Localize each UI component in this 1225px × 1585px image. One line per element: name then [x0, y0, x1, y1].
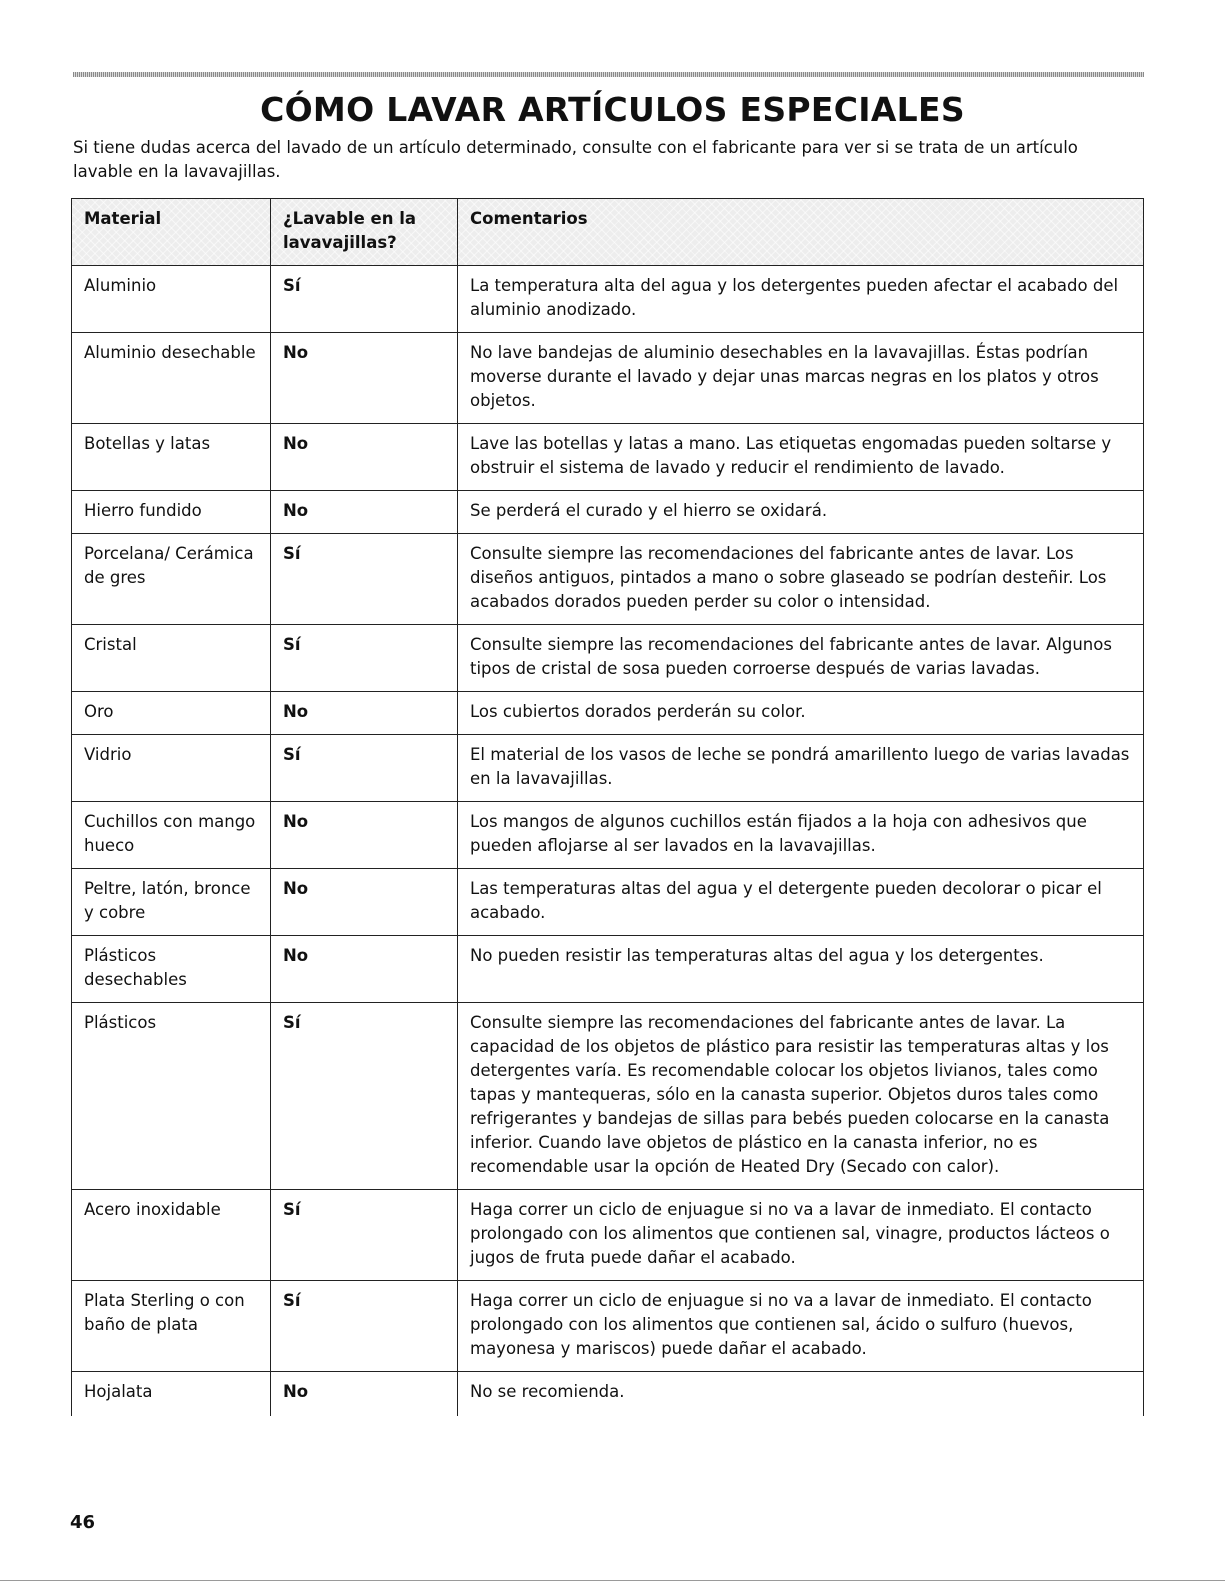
comment-cell: No pueden resistir las temperaturas altas del agua y los detergentes. — [458, 936, 1144, 1003]
material-cell: Cuchillos con mango hueco — [72, 802, 271, 869]
material-cell: Plásticos — [72, 1003, 271, 1190]
material-cell: Aluminio desechable — [72, 333, 271, 424]
comment-cell: Consulte siempre las recomendaciones del fabricante antes de lavar. Algunos tipos de cristal de sosa pueden corroerse después de varias lavadas. — [458, 625, 1144, 692]
header-row — [72, 199, 1144, 266]
table-row — [72, 1190, 1144, 1281]
comment-cell: La temperatura alta del agua y los detergentes pueden afectar el acabado del aluminio anodizado. — [458, 266, 1144, 333]
comment-cell: No lave bandejas de aluminio desechables en la lavavajillas. Éstas podrían moverse durante el lavado y dejar unas marcas negras en los platos y otros objetos. — [458, 333, 1144, 424]
comment-cell: Se perderá el curado y el hierro se oxidará. — [458, 491, 1144, 534]
comment-cell: Consulte siempre las recomendaciones del fabricante antes de lavar. La capacidad de los objetos de plástico para resistir las temperaturas altas y los detergentes varía. Es recomendable colocar los objetos livianos, tales como tapas y mantequeras, sólo en la canasta superior. Objetos duros tales como refrigerantes y bandejas de sillas para bebés pueden colocarse en la canasta inferior. Cuando lave objetos de plástico en la canasta inferior, no es recomendable usar la opción de Heated Dry (Secado con calor). — [458, 1003, 1144, 1190]
table-row — [72, 802, 1144, 869]
material-cell: Porcelana/ Cerámica de gres — [72, 534, 271, 625]
material-cell: Oro — [72, 692, 271, 735]
table-row — [72, 333, 1144, 424]
top-rule — [73, 72, 1144, 77]
table-row — [72, 424, 1144, 491]
table-row — [72, 1281, 1144, 1372]
material-cell: Hierro fundido — [72, 491, 271, 534]
material-cell: Peltre, latón, bronce y cobre — [72, 869, 271, 936]
material-cell: Plata Sterling o con baño de plata — [72, 1281, 271, 1372]
washable-cell: No — [271, 1372, 458, 1417]
table-row — [72, 266, 1144, 333]
washable-cell: Sí — [271, 735, 458, 802]
comment-cell: Las temperaturas altas del agua y el detergente pueden decolorar o picar el acabado. — [458, 869, 1144, 936]
washable-cell: No — [271, 333, 458, 424]
special-items-table — [71, 198, 1144, 1416]
washable-cell: Sí — [271, 534, 458, 625]
material-cell: Cristal — [72, 625, 271, 692]
header-material: Material — [72, 199, 271, 266]
intro-paragraph: Si tiene dudas acerca del lavado de un artículo determinado, consulte con el fabricante para ver si se trata de un artículo lavable en la lavavajillas. — [73, 138, 1078, 181]
comment-cell: Lave las botellas y latas a mano. Las etiquetas engomadas pueden soltarse y obstruir el sistema de lavado y reducir el rendimiento de lavado. — [458, 424, 1144, 491]
washable-cell: No — [271, 692, 458, 735]
material-cell: Aluminio — [72, 266, 271, 333]
header-comments: Comentarios — [458, 199, 1144, 266]
comment-cell: Los cubiertos dorados perderán su color. — [458, 692, 1144, 735]
table-row — [72, 735, 1144, 802]
material-cell: Hojalata — [72, 1372, 271, 1417]
table-row — [72, 1372, 1144, 1417]
table-row — [72, 936, 1144, 1003]
table-row — [72, 1003, 1144, 1190]
washable-cell: No — [271, 424, 458, 491]
table-row — [72, 692, 1144, 735]
table-row — [72, 491, 1144, 534]
table-body — [72, 266, 1144, 1417]
washable-cell: Sí — [271, 1190, 458, 1281]
page-title: CÓMO LAVAR ARTÍCULOS ESPECIALES — [260, 90, 965, 129]
table-row — [72, 869, 1144, 936]
material-cell: Vidrio — [72, 735, 271, 802]
material-cell: Acero inoxidable — [72, 1190, 271, 1281]
washable-cell: No — [271, 802, 458, 869]
comment-cell: Haga correr un ciclo de enjuague si no va a lavar de inmediato. El contacto prolongado con los alimentos que contienen sal, ácido o sulfuro (huevos, mayonesa y mariscos) puede dañar el acabado. — [458, 1281, 1144, 1372]
table-row — [72, 534, 1144, 625]
washable-cell: Sí — [271, 625, 458, 692]
washable-cell: Sí — [271, 266, 458, 333]
material-cell: Plásticos desechables — [72, 936, 271, 1003]
header-washable: ¿Lavable en la lavavajillas? — [271, 199, 458, 266]
material-cell: Botellas y latas — [72, 424, 271, 491]
washable-cell: Sí — [271, 1281, 458, 1372]
comment-cell: El material de los vasos de leche se pondrá amarillento luego de varias lavadas en la lavavajillas. — [458, 735, 1144, 802]
bottom-rule — [0, 1580, 1225, 1581]
comment-cell: Consulte siempre las recomendaciones del fabricante antes de lavar. Los diseños antiguos, pintados a mano o sobre glaseado se podrían desteñir. Los acabados dorados pueden perder su color o intensidad. — [458, 534, 1144, 625]
washable-cell: Sí — [271, 1003, 458, 1190]
washable-cell: No — [271, 491, 458, 534]
table-row — [72, 625, 1144, 692]
comment-cell: Haga correr un ciclo de enjuague si no va a lavar de inmediato. El contacto prolongado con los alimentos que contienen sal, vinagre, productos lácteos o jugos de fruta puede dañar el acabado. — [458, 1190, 1144, 1281]
comment-cell: No se recomienda. — [458, 1372, 1144, 1417]
comment-cell: Los mangos de algunos cuchillos están fijados a la hoja con adhesivos que pueden aflojarse al ser lavados en la lavavajillas. — [458, 802, 1144, 869]
table-header — [72, 199, 1144, 266]
washable-cell: No — [271, 869, 458, 936]
page-number: 46 — [70, 1512, 96, 1533]
washable-cell: No — [271, 936, 458, 1003]
